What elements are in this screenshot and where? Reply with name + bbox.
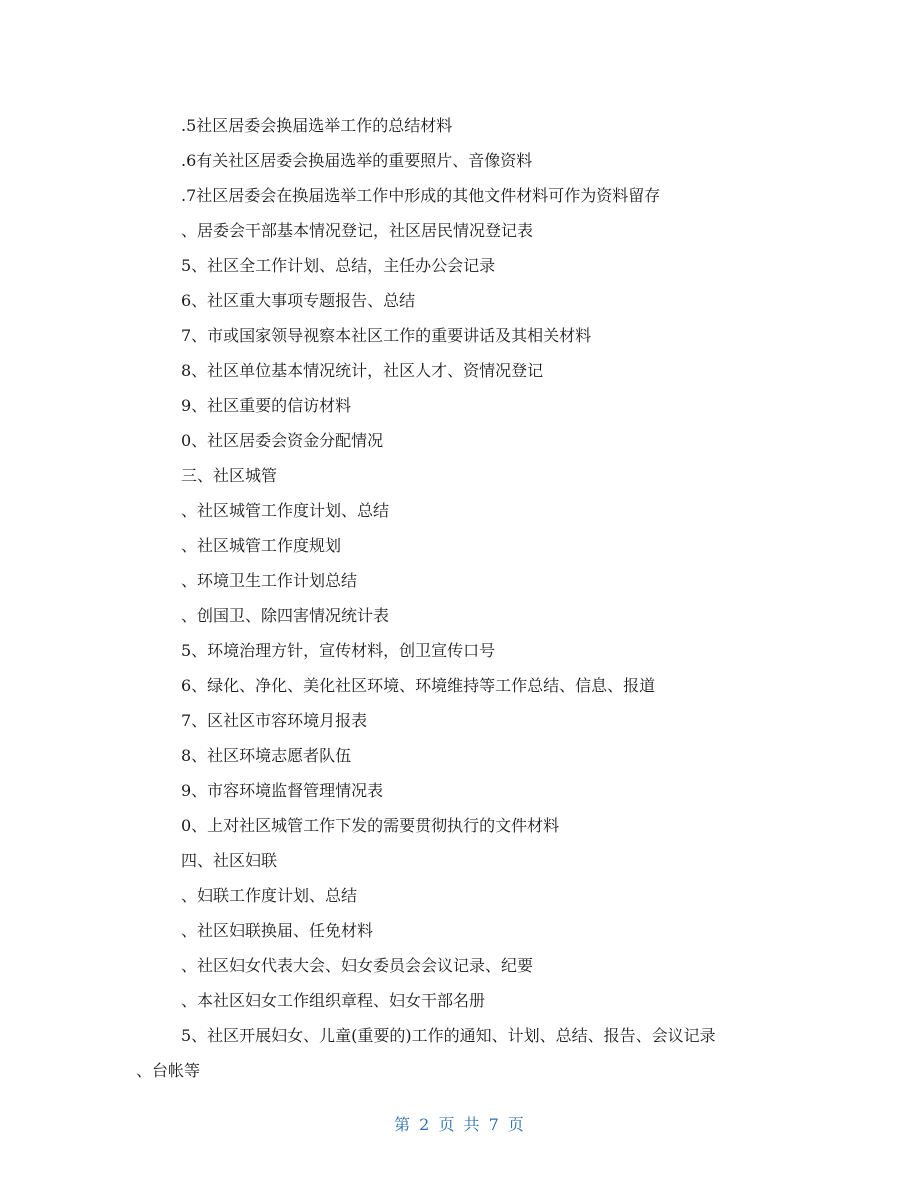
text-line-17: 6、绿化、净化、美化社区环境、环境维持等工作总结、信息、报道 bbox=[181, 676, 656, 695]
text-line-23: 、妇联工作度计划、总结 bbox=[181, 886, 358, 905]
text-line-27: 5、社区开展妇女、儿童(重要的)工作的通知、计划、总结、报告、会议记录 bbox=[181, 1026, 716, 1045]
text-line-2: .6有关社区居委会换届选举的重要照片、音像资料 bbox=[181, 151, 533, 170]
text-line-25: 、社区妇女代表大会、妇女委员会会议记录、纪要 bbox=[181, 956, 534, 975]
text-line-20: 9、市容环境监督管理情况表 bbox=[181, 781, 384, 800]
text-line-26: 、本社区妇女工作组织章程、妇女干部名册 bbox=[181, 991, 486, 1010]
text-line-4: 、居委会干部基本情况登记，社区居民情况登记表 bbox=[181, 221, 534, 240]
section-heading-community-womens-federation: 四、社区妇联 bbox=[181, 851, 278, 870]
text-line-24: 、社区妇联换届、任免材料 bbox=[181, 921, 374, 940]
text-line-19: 8、社区环境志愿者队伍 bbox=[181, 746, 352, 765]
text-line-14: 、环境卫生工作计划总结 bbox=[181, 571, 358, 590]
section-heading-community-city-management: 三、社区城管 bbox=[181, 466, 278, 485]
text-line-6: 6、社区重大事项专题报告、总结 bbox=[181, 291, 416, 310]
text-line-21: 0、上对社区城管工作下发的需要贯彻执行的文件材料 bbox=[181, 816, 560, 835]
text-line-12: 、社区城管工作度计划、总结 bbox=[181, 501, 390, 520]
page-number-footer: 第 2 页 共 7 页 bbox=[394, 1115, 526, 1134]
document-body bbox=[0, 108, 920, 1088]
text-line-13: 、社区城管工作度规划 bbox=[181, 536, 342, 555]
text-line-8: 8、社区单位基本情况统计，社区人才、资情况登记 bbox=[181, 361, 544, 380]
text-line-18: 7、区社区市容环境月报表 bbox=[181, 711, 368, 730]
text-line-5: 5、社区全工作计划、总结，主任办公会记录 bbox=[181, 256, 496, 275]
text-line-15: 、创国卫、除四害情况统计表 bbox=[181, 606, 390, 625]
text-line-16: 5、环境治理方针，宣传材料，创卫宣传口号 bbox=[181, 641, 496, 660]
text-line-9: 9、社区重要的信访材料 bbox=[181, 396, 352, 415]
text-line-10: 0、社区居委会资金分配情况 bbox=[181, 431, 384, 450]
text-line-1: .5社区居委会换届选举工作的总结材料 bbox=[181, 116, 453, 135]
text-line-3: .7社区居委会在换届选举工作中形成的其他文件材料可作为资料留存 bbox=[181, 186, 661, 205]
text-line-7: 7、市或国家领导视察本社区工作的重要讲话及其相关材料 bbox=[181, 326, 592, 345]
text-line-27-continued: 、台帐等 bbox=[136, 1061, 201, 1080]
